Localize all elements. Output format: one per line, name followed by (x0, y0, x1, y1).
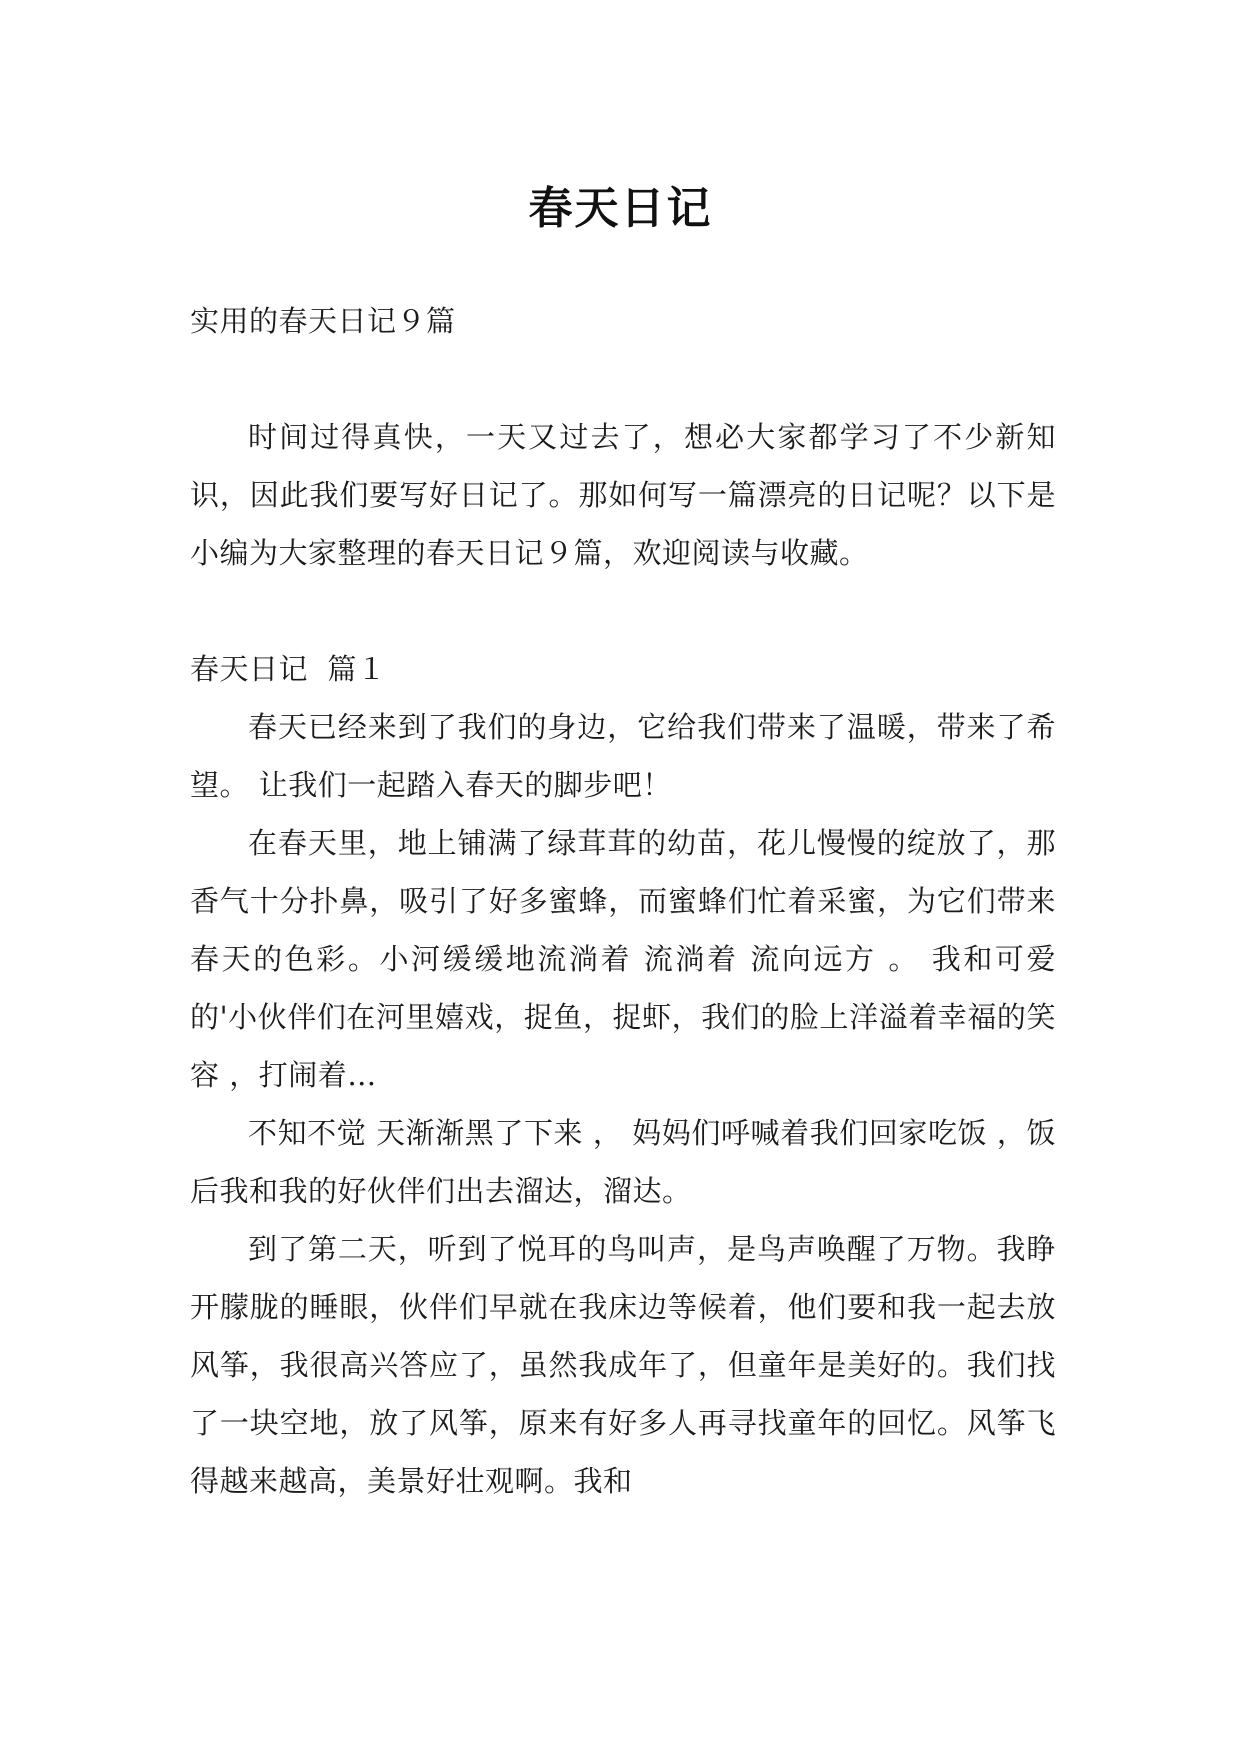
document-title: 春天日记 (528, 183, 713, 235)
section-heading: 春天日记 篇１ (190, 652, 387, 686)
document-subtitle: 实用的春天日记９篇 (190, 304, 456, 338)
body-paragraph: 不知不觉 天渐渐黑了下来 ， 妈妈们呼喊着我们回家吃饭 ，饭后我和我的好伙伴们出去溜达，溜达。 (190, 1116, 1056, 1208)
body-paragraph: 到了第二天，听到了悦耳的鸟叫声，是鸟声唤醒了万物。我睁开朦胧的睡眼，伙伴们早就在我床边等候着，他们要和我一起去放风筝，我很高兴答应了，虽然我成年了，但童年是美好的。我们找了一块空地，放了风筝，原来有好多人再寻找童年的回忆。风筝飞得越来越高，美景好壮观啊。我和 (190, 1232, 1056, 1498)
body-paragraph: 在春天里，地上铺满了绿茸茸的幼苗，花儿慢慢的绽放了，那香气十分扑鼻，吸引了好多蜜蜂，而蜜蜂们忙着采蜜，为它们带来春天的色彩。小河缓缓地流淌着 流淌着 流向远方 。 我和可爱的'小伙伴们在河里嬉戏，捉鱼，捉虾，我们的脸上洋溢着幸福的笑容 ，打闹着… (190, 826, 1056, 1092)
document-body (190, 292, 1056, 1510)
body-paragraph: 春天已经来到了我们的身边，它给我们带来了温暖，带来了希望。 让我们一起踏入春天的脚步吧！ (190, 710, 1056, 802)
intro-paragraph: 时间过得真快，一天又过去了，想必大家都学习了不少新知识，因此我们要写好日记了。那如何写一篇漂亮的日记呢？以下是小编为大家整理的春天日记９篇，欢迎阅读与收藏。 (190, 420, 1056, 570)
